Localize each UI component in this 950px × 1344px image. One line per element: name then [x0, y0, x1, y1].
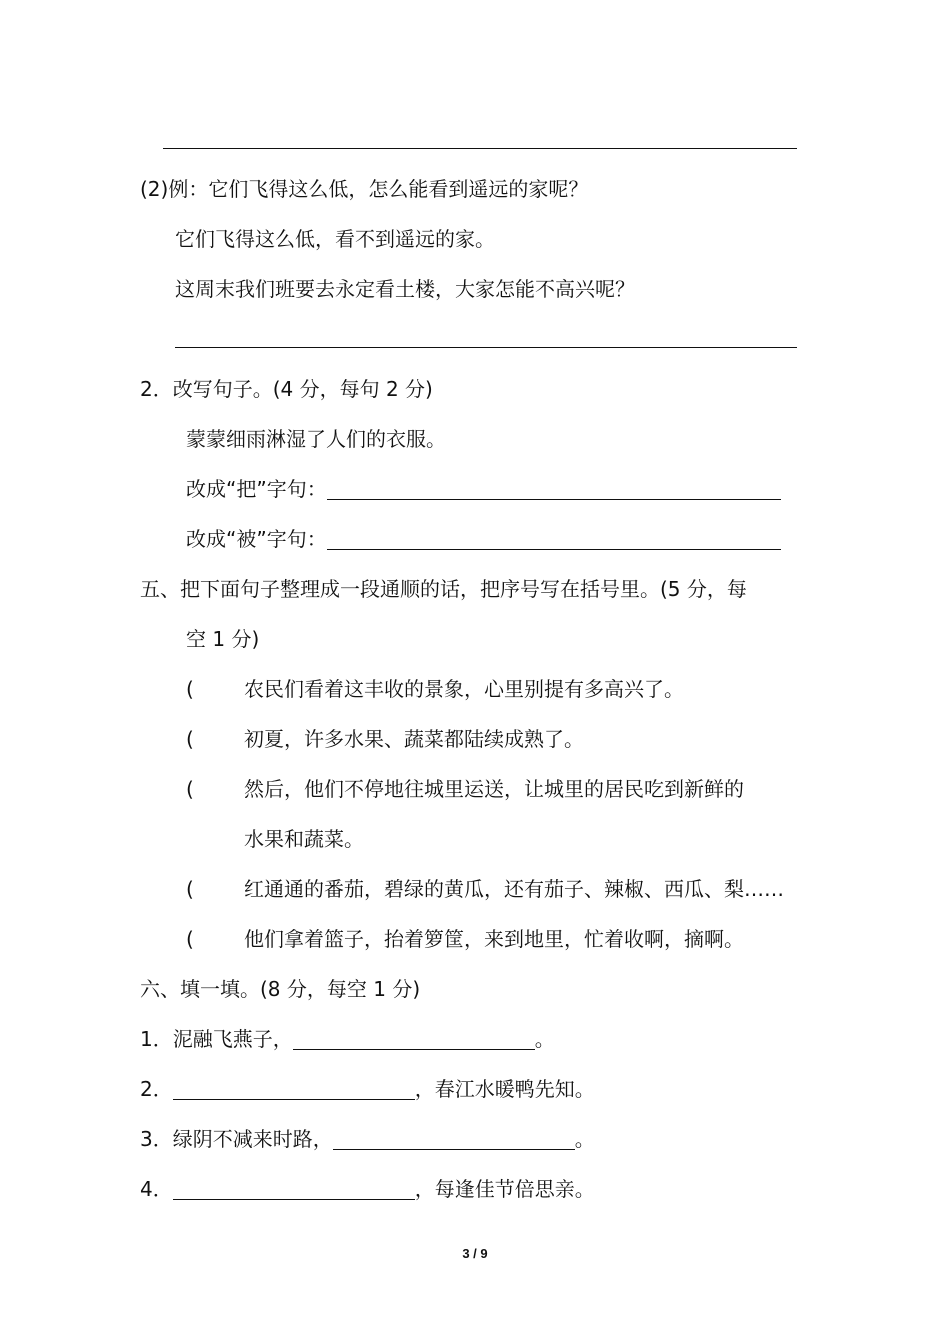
ordering-text: 初夏，许多水果、蔬菜都陆续成熟了。 — [244, 727, 584, 751]
order-paren[interactable]: ( — [186, 927, 194, 951]
poem-blank[interactable] — [173, 1077, 415, 1100]
source-sentence: 蒙蒙细雨淋湿了人们的衣服。 — [186, 427, 446, 451]
ordering-text: 然后，他们不停地往城里运送，让城里的居民吃到新鲜的 — [244, 777, 744, 801]
poem-text: 2． — [140, 1077, 173, 1101]
ba-label: 改成“把”字句： — [186, 477, 327, 501]
order-paren[interactable]: ( — [186, 677, 194, 701]
poem-blank[interactable] — [293, 1027, 535, 1050]
ordering-text: 红通通的番茄，碧绿的黄瓜，还有茄子、辣椒、西瓜、梨…… — [244, 877, 784, 901]
poem-text: 1．泥融飞燕子， — [140, 1027, 293, 1051]
order-paren[interactable]: ( — [186, 877, 194, 901]
ordering-text: 他们拿着篮子，抬着箩筐，来到地里，忙着收啊，摘啊。 — [244, 927, 744, 951]
bei-sentence-row — [186, 525, 781, 553]
poem-item — [140, 1175, 595, 1203]
ordering-item — [186, 675, 684, 703]
poem-item — [140, 1125, 595, 1153]
bei-label: 改成“被”字句： — [186, 527, 327, 551]
poem-blank[interactable] — [173, 1177, 415, 1200]
ordering-item — [186, 775, 744, 803]
rewrite-question: 这周末我们班要去永定看土楼，大家怎能不高兴呢？ — [175, 277, 635, 301]
answer-blank[interactable] — [327, 527, 781, 550]
ordering-text-cont: 水果和蔬菜。 — [244, 827, 364, 851]
ba-sentence-row — [186, 475, 781, 503]
answer-line — [163, 148, 797, 149]
order-paren[interactable]: ( — [186, 777, 194, 801]
ordering-item — [186, 725, 584, 753]
poem-text: ，春江水暖鸭先知。 — [414, 1077, 595, 1101]
ordering-text: 农民们看着这丰收的景象，心里别提有多高兴了。 — [244, 677, 684, 701]
answer-blank[interactable] — [327, 477, 781, 500]
poem-item — [140, 1075, 595, 1103]
order-paren[interactable]: ( — [186, 727, 194, 751]
poem-text: 3．绿阴不减来时路， — [140, 1127, 333, 1151]
section-5-title: 五、把下面句子整理成一段通顺的话，把序号写在括号里。(5 分，每 — [140, 577, 747, 601]
answer-line[interactable] — [175, 347, 797, 348]
section-6-title: 六、填一填。(8 分，每空 1 分) — [140, 977, 421, 1001]
example-answer: 它们飞得这么低，看不到遥远的家。 — [175, 227, 495, 251]
page-number: 3 / 9 — [462, 1246, 488, 1261]
ordering-item — [186, 875, 784, 903]
example-label: (2)例：它们飞得这么低，怎么能看到遥远的家呢？ — [140, 177, 589, 201]
section-5-title-cont: 空 1 分) — [186, 627, 260, 651]
poem-text: 。 — [574, 1127, 595, 1151]
poem-blank[interactable] — [333, 1127, 575, 1150]
question-2-title: 2．改写句子。(4 分，每句 2 分) — [140, 377, 433, 401]
poem-text: ，每逢佳节倍思亲。 — [414, 1177, 595, 1201]
poem-text: 4． — [140, 1177, 173, 1201]
ordering-item — [186, 925, 744, 953]
poem-text: 。 — [534, 1027, 555, 1051]
poem-item — [140, 1025, 555, 1053]
